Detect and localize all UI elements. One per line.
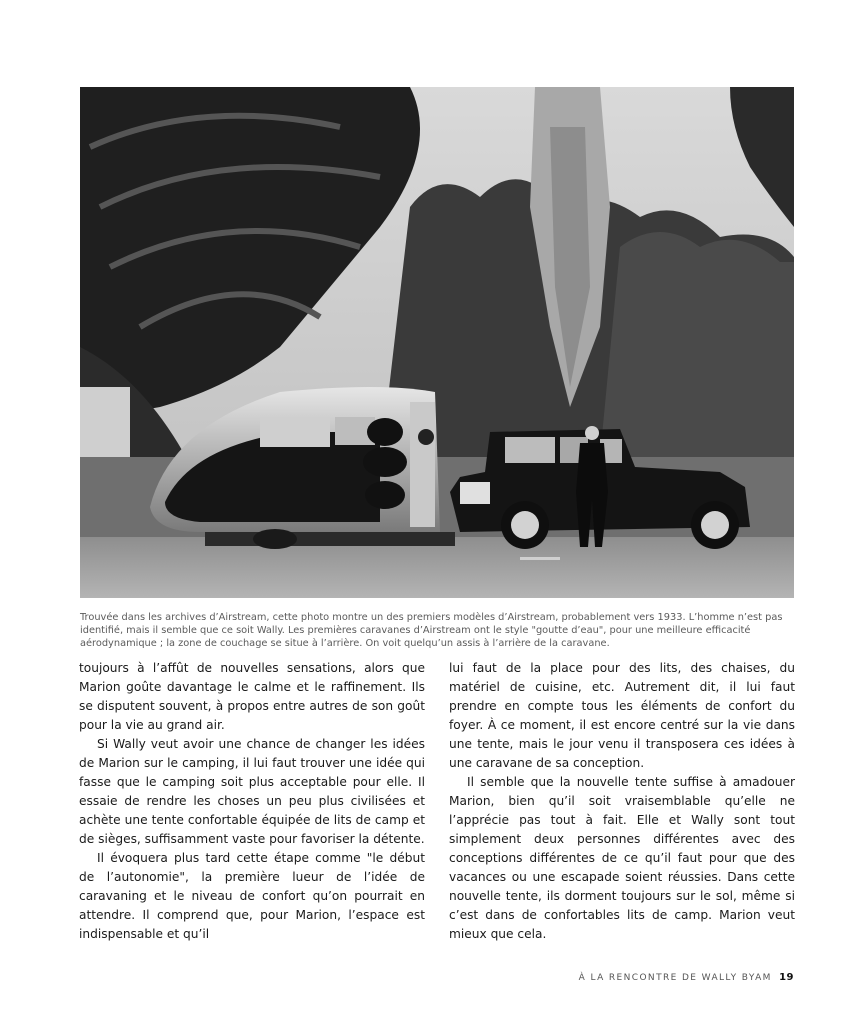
page-number: 19 [779, 972, 794, 983]
photo-caption: Trouvée dans les archives d’Airstream, cette photo montre un des premiers modèles d’Airstream, probablement vers 1933. L’homme n’est pas identifié, mais il semble que ce soit Wally. Les premières caravanes d’Airstream ont le style "goutte d’eau", pour une meilleure efficacité aérodynamique ; la zone de couchage se situe à l’arrière. On voit quelqu’un assis à l’arrière de la caravane. [80, 612, 783, 649]
running-title: À LA RENCONTRE DE WALLY BYAM [578, 973, 772, 983]
text-column-right [449, 659, 795, 944]
paragraph: Si Wally veut avoir une chance de changer les idées de Marion sur le camping, il lui faut trouver une idée qui fasse que le camping soit plus acceptable pour elle. Il essaie de rendre les choses un peu plus civilisées et achète une tente confortable équipée de lits de camp et de sièges, suffisamment vaste pour favoriser la détente. [79, 737, 425, 846]
paragraph: Il évoquera plus tard cette étape comme "le début de l’autonomie", la première lueur de l’idée de caravaning et le niveau de confort qu’on pourrait en attendre. Il comprend que, pour Marion, l’espace est indispensable et qu’il [79, 851, 425, 941]
text-column-left [79, 659, 425, 944]
photo-airstream-trailer-and-car [80, 87, 794, 598]
paragraph: toujours à l’affût de nouvelles sensations, alors que Marion goûte davantage le calme et le raffinement. Ils se disputent souvent, à propos entre autres de son goût pour la vie au grand air. [79, 661, 425, 732]
page-footer [579, 972, 794, 983]
archive-photo [80, 87, 794, 598]
paragraph: Il semble que la nouvelle tente suffise à amadouer Marion, bien qu’il soit vraisemblable qu’elle ne l’apprécie pas tout à fait. Elle et Wally sont tout simplement deux personnes différentes avec des conceptions différentes de ce qu’il faut pour que des vacances ou une escapade soient réussies. Dans cette nouvelle tente, ils dorment toujours sur le sol, même si c’est dans de confortables lits de camp. Marion veut mieux que cela. [449, 775, 795, 941]
paragraph: lui faut de la place pour des lits, des chaises, du matériel de cuisine, etc. Autrement dit, il lui faut prendre en compte tous les éléments de confort du foyer. À ce moment, il est encore centré sur la vie dans une tente, mais le jour venu il transposera ces idées à une caravane de sa conception. [449, 661, 795, 770]
